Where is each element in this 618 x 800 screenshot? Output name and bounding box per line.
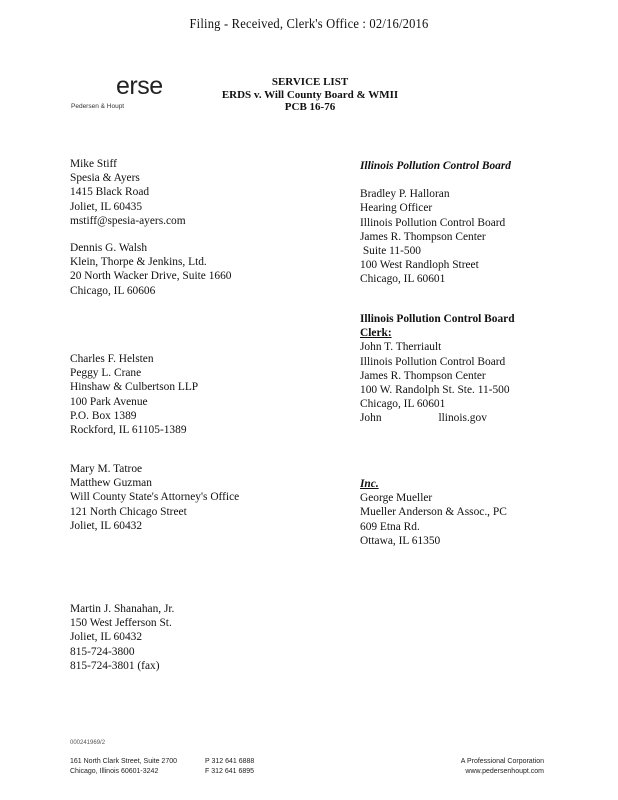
recipient-block <box>360 477 507 548</box>
address-line: Spesia & Ayers <box>70 172 140 185</box>
address-line: Mueller Anderson & Assoc., PC <box>360 506 507 519</box>
address-line: Chicago, IL 60601 <box>360 398 446 411</box>
footer-address <box>70 757 177 776</box>
recipient-block <box>360 312 515 426</box>
address-line: Will County State's Attorney's Office <box>70 491 240 504</box>
address-line: 100 W. Randolph St. Ste. 11-500 <box>360 384 510 397</box>
address-line: Martin J. Shanahan, Jr. <box>70 603 175 615</box>
address-line: Chicago, IL 60606 <box>70 284 156 297</box>
address-line: 150 West Jefferson St. <box>70 617 172 630</box>
address-line: 815-724-3801 (fax) <box>70 659 160 672</box>
address-line: Illinois Pollution Control Board <box>360 355 506 368</box>
address-line: Ottawa, IL 61350 <box>360 534 441 547</box>
address-line: Dennis G. Walsh <box>70 242 148 254</box>
address-line: Joliet, IL 60432 <box>70 631 143 644</box>
block-subheading: Clerk: <box>360 327 392 340</box>
recipient-block <box>70 352 198 437</box>
address-line: Chicago, IL 60601 <box>360 273 446 286</box>
email-link[interactable]: John llinois.gov <box>360 412 487 425</box>
footer-website-link[interactable]: www.pedersenhoupt.com <box>465 767 544 775</box>
block-heading: Illinois Pollution Control Board <box>360 313 515 325</box>
footer-address-line: Chicago, Illinois 60601-3242 <box>70 767 159 775</box>
recipient-block <box>70 602 174 673</box>
block-heading: Illinois Pollution Control Board <box>360 160 511 172</box>
address-line: 815-724-3800 <box>70 645 135 658</box>
address-line: James R. Thompson Center <box>360 369 486 382</box>
address-line: James R. Thompson Center <box>360 230 486 243</box>
address-line: 121 North Chicago Street <box>70 505 187 518</box>
footer-fax: F 312 641 6895 <box>205 767 255 775</box>
filing-stamp: Filing - Received, Clerk's Office : 02/16/2016 <box>189 16 429 31</box>
email-link[interactable]: mstiff@spesia-ayers.com <box>70 214 186 227</box>
recipient-block <box>70 157 186 228</box>
footer-contact <box>205 757 254 776</box>
footer-corp-line: A Professional Corporation <box>460 758 544 765</box>
address-line: Suite 11-500 <box>360 245 421 258</box>
address-line: 1415 Black Road <box>70 186 150 199</box>
address-line: George Mueller <box>360 492 433 505</box>
service-list-heading <box>180 76 440 114</box>
address-line: Illinois Pollution Control Board <box>360 216 506 229</box>
heading-case: ERDS v. Will County Board & WMII <box>221 88 399 101</box>
address-line: 100 Park Avenue <box>70 395 148 408</box>
address-line: Joliet, IL 60435 <box>70 200 143 213</box>
address-line: Mary M. Tatroe <box>70 463 143 475</box>
footer-corp <box>440 757 544 776</box>
address-line: Bradley P. Halloran <box>360 188 450 201</box>
address-line: 609 Etna Rd. <box>360 520 420 533</box>
recipient-block <box>70 462 239 533</box>
recipient-block <box>360 159 511 287</box>
address-line: Matthew Guzman <box>70 477 152 490</box>
heading-title: SERVICE LIST <box>271 76 349 88</box>
footer-phone: P 312 641 6888 <box>205 758 255 765</box>
address-line: Peggy L. Crane <box>70 367 142 380</box>
address-line: 100 West Randloph Street <box>360 259 479 272</box>
address-line: Rockford, IL 61105-1389 <box>70 424 187 437</box>
address-line: P.O. Box 1389 <box>70 409 137 422</box>
heading-number: PCB 16-76 <box>284 101 336 113</box>
firm-logo-name: Pedersen & Houpt <box>71 103 125 110</box>
address-line: Klein, Thorpe & Jenkins, Ltd. <box>70 256 207 269</box>
footer-address-line: 161 North Clark Street, Suite 2700 <box>70 758 178 765</box>
address-line: Mike Stiff <box>70 158 117 170</box>
address-line: Charles F. Helsten <box>70 353 154 365</box>
firm-logo: erse <box>116 72 163 100</box>
address-line: 20 North Wacker Drive, Suite 1660 <box>70 270 232 283</box>
address-line: Hearing Officer <box>360 202 433 215</box>
address-line: Hinshaw & Culbertson LLP <box>70 381 199 394</box>
address-line: John T. Therriault <box>360 341 442 354</box>
block-heading: Inc. <box>360 478 379 490</box>
bates-number: 000241969/2 <box>70 740 106 746</box>
recipient-block <box>70 241 231 298</box>
address-line: Joliet, IL 60432 <box>70 519 143 532</box>
